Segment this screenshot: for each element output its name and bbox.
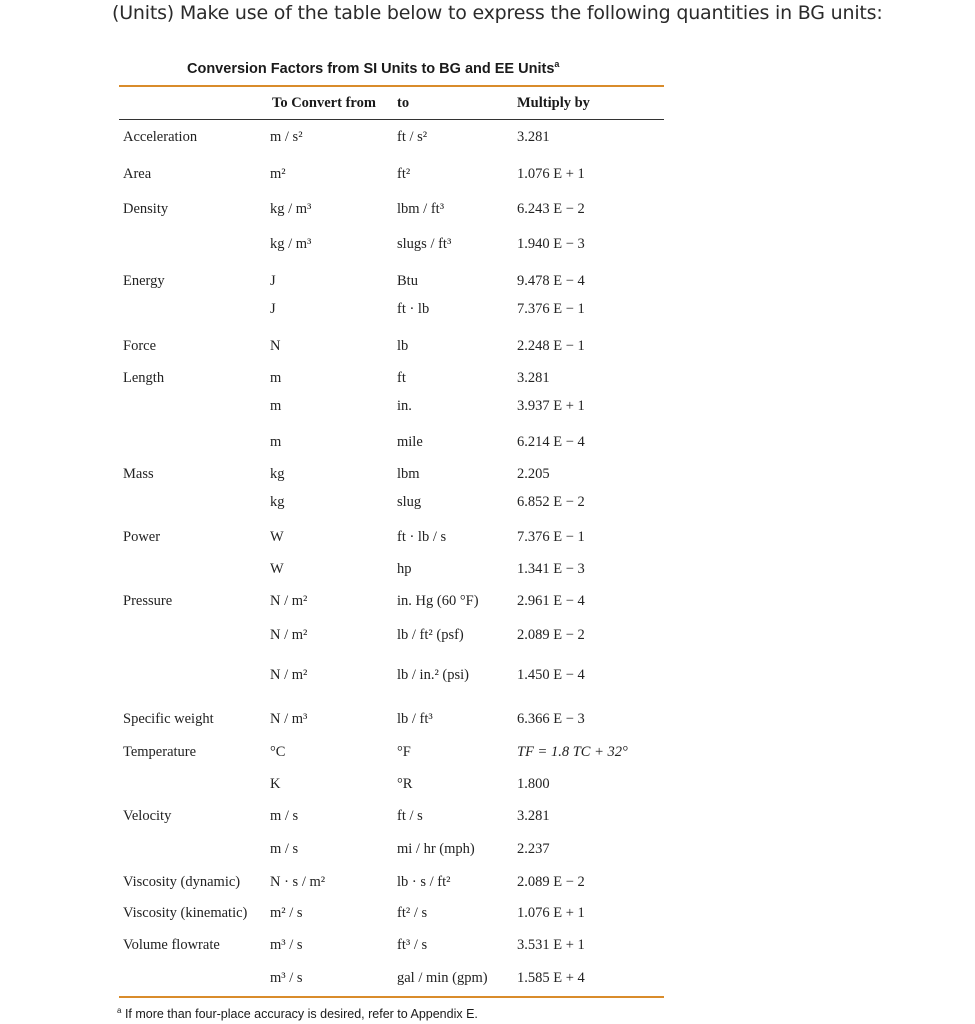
table-title-text: Conversion Factors from SI Units to BG and EE Units — [187, 60, 555, 77]
cell-quantity: Force — [123, 338, 157, 354]
cell-to: lb / in.² (psi) — [397, 667, 470, 683]
cell-to: lb — [397, 338, 409, 354]
cell-to: lb · s / ft² — [397, 874, 451, 890]
cell-to: ft · lb — [397, 301, 430, 317]
cell-factor: 2.089 E − 2 — [517, 874, 585, 890]
cell-to: lb / ft² (psf) — [397, 627, 464, 643]
cell-to: Btu — [397, 273, 418, 289]
cell-quantity: Temperature — [123, 744, 197, 760]
cell-factor: 7.376 E − 1 — [517, 301, 585, 317]
cell-quantity: Energy — [123, 273, 165, 289]
cell-factor: 1.940 E − 3 — [517, 236, 585, 252]
header-multiply: Multiply by — [517, 95, 590, 111]
cell-factor: 2.237 — [517, 841, 550, 857]
cell-from: kg — [270, 466, 285, 482]
top-rule — [119, 85, 664, 87]
cell-to: ft³ / s — [397, 937, 428, 953]
cell-to: mi / hr (mph) — [397, 841, 475, 857]
cell-factor: 1.800 — [517, 776, 550, 792]
cell-quantity: Volume flowrate — [123, 937, 220, 953]
question-text: (Units) Make use of the table below to express the following quantities in BG units: — [112, 2, 883, 24]
bottom-rule — [119, 996, 664, 998]
header-from: To Convert from — [272, 95, 376, 111]
cell-from: W — [270, 561, 284, 577]
cell-from: J — [270, 273, 276, 289]
cell-to: ft / s — [397, 808, 423, 824]
cell-factor: 7.376 E − 1 — [517, 529, 585, 545]
cell-from: kg / m³ — [270, 201, 312, 217]
cell-from: m — [270, 434, 282, 450]
cell-factor: 2.248 E − 1 — [517, 338, 585, 354]
cell-to: °F — [397, 744, 411, 760]
cell-from: m² — [270, 166, 286, 182]
table-title — [187, 59, 559, 77]
cell-from: N / m² — [270, 667, 308, 683]
cell-to: lb / ft³ — [397, 711, 433, 727]
footnote-marker: a — [117, 1006, 122, 1015]
footnote — [117, 1006, 478, 1021]
cell-quantity: Area — [123, 166, 152, 182]
cell-from: m / s² — [270, 129, 303, 145]
cell-to: ft² / s — [397, 905, 428, 921]
header-rule — [119, 119, 664, 120]
cell-factor: 3.937 E + 1 — [517, 398, 585, 414]
cell-from: N / m² — [270, 593, 308, 609]
cell-from: m / s — [270, 808, 299, 824]
cell-quantity: Pressure — [123, 593, 173, 609]
cell-to: gal / min (gpm) — [397, 970, 488, 986]
cell-from: m — [270, 370, 282, 386]
cell-factor: 3.281 — [517, 370, 550, 386]
cell-factor: TF = 1.8 TC + 32° — [517, 744, 628, 760]
cell-factor: 3.281 — [517, 129, 550, 145]
cell-from: N — [270, 338, 281, 354]
cell-quantity: Power — [123, 529, 161, 545]
cell-factor: 3.281 — [517, 808, 550, 824]
cell-from: N · s / m² — [270, 874, 326, 890]
cell-from: m³ / s — [270, 970, 303, 986]
cell-to: in. Hg (60 °F) — [397, 593, 479, 609]
cell-from: °C — [270, 744, 286, 760]
cell-from: W — [270, 529, 284, 545]
cell-from: kg / m³ — [270, 236, 312, 252]
cell-quantity: Acceleration — [123, 129, 198, 145]
cell-factor: 3.531 E + 1 — [517, 937, 585, 953]
cell-quantity: Length — [123, 370, 165, 386]
cell-factor: 2.961 E − 4 — [517, 593, 585, 609]
cell-from: N / m³ — [270, 711, 308, 727]
cell-quantity: Viscosity (kinematic) — [123, 905, 248, 921]
cell-from: m³ / s — [270, 937, 303, 953]
cell-from: m² / s — [270, 905, 303, 921]
cell-from: J — [270, 301, 276, 317]
cell-from: m — [270, 398, 282, 414]
cell-factor: 1.450 E − 4 — [517, 667, 585, 683]
cell-to: mile — [397, 434, 423, 450]
cell-quantity: Velocity — [123, 808, 172, 824]
cell-to: ft — [397, 370, 406, 386]
cell-factor: 1.341 E − 3 — [517, 561, 585, 577]
cell-to: lbm / ft³ — [397, 201, 445, 217]
cell-from: N / m² — [270, 627, 308, 643]
cell-to: slugs / ft³ — [397, 236, 452, 252]
cell-to: hp — [397, 561, 412, 577]
cell-quantity: Density — [123, 201, 169, 217]
cell-factor: 1.076 E + 1 — [517, 905, 585, 921]
cell-factor: 1.076 E + 1 — [517, 166, 585, 182]
cell-quantity: Mass — [123, 466, 154, 482]
cell-factor: 1.585 E + 4 — [517, 970, 585, 986]
cell-quantity: Specific weight — [123, 711, 214, 727]
cell-factor: 6.366 E − 3 — [517, 711, 585, 727]
cell-to: ft · lb / s — [397, 529, 447, 545]
cell-factor: 9.478 E − 4 — [517, 273, 585, 289]
cell-factor: 6.214 E − 4 — [517, 434, 585, 450]
cell-to: lbm — [397, 466, 420, 482]
header-to: to — [397, 95, 410, 111]
title-footnote-marker: a — [554, 59, 560, 69]
cell-to: ft² — [397, 166, 411, 182]
cell-from: K — [270, 776, 281, 792]
cell-factor: 6.852 E − 2 — [517, 494, 585, 510]
cell-factor: 6.243 E − 2 — [517, 201, 585, 217]
cell-quantity: Viscosity (dynamic) — [123, 874, 241, 890]
cell-factor: 2.089 E − 2 — [517, 627, 585, 643]
footnote-text: If more than four-place accuracy is desired, refer to Appendix E. — [124, 1007, 478, 1022]
cell-to: °R — [397, 776, 413, 792]
cell-factor: 2.205 — [517, 466, 550, 482]
cell-from: m / s — [270, 841, 299, 857]
cell-to: in. — [397, 398, 412, 414]
cell-from: kg — [270, 494, 285, 510]
cell-to: ft / s² — [397, 129, 428, 145]
cell-to: slug — [397, 494, 422, 510]
